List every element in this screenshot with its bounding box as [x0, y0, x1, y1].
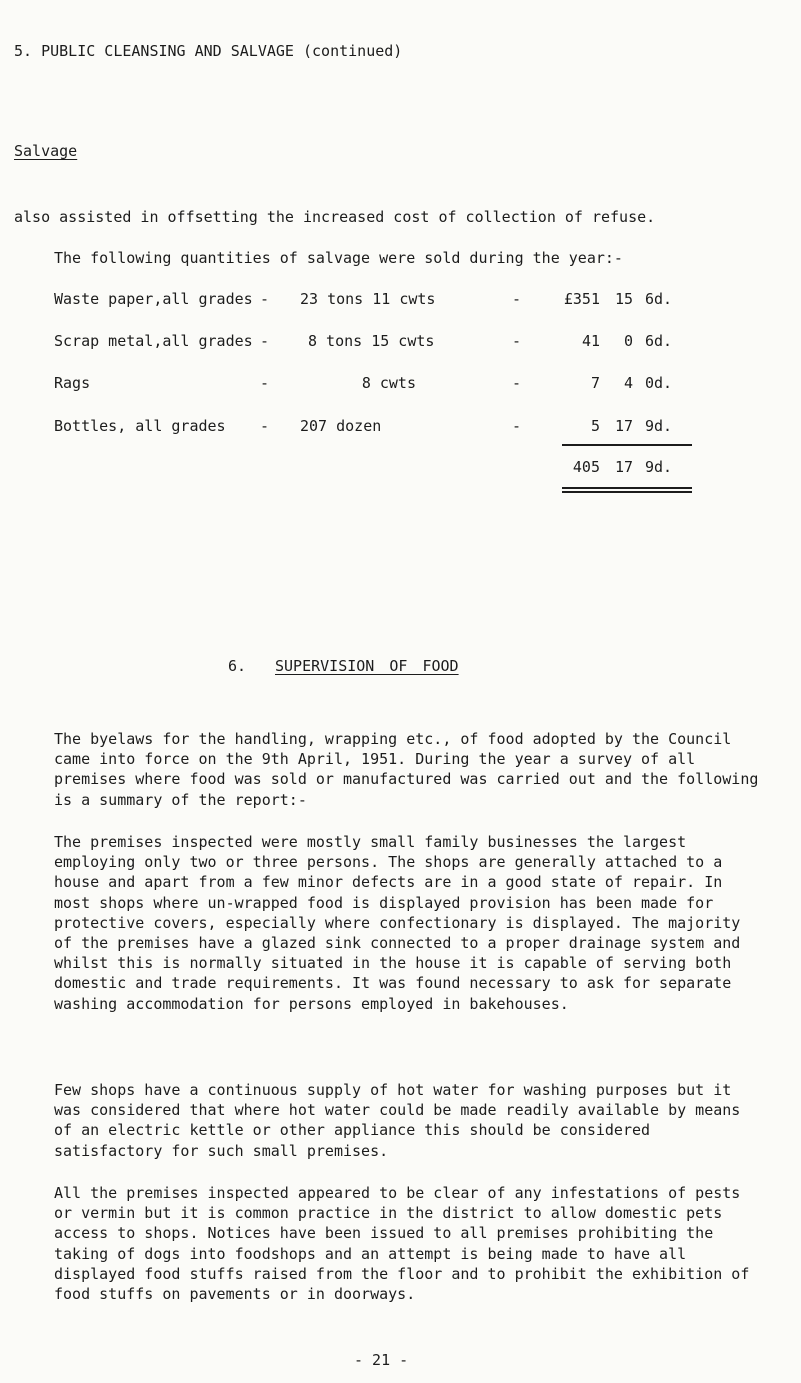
- section6-title: SUPERVISION OF FOOD: [275, 657, 459, 675]
- item-pence: 9d.: [645, 417, 673, 435]
- total-shillings: 17: [614, 458, 633, 476]
- total-double-rule: [562, 487, 692, 489]
- total-double-rule: [562, 491, 692, 493]
- paragraph-pests: All the premises inspected appeared to be clear of any infestations of pests or vermin but it is common practice in the district to allow domestic pets access to shops. Notices have been issued to all premises prohibiting the taking of dogs into foodshops and an attempt is being made to have all displayed food stuffs raised from the floor and to prohibit the exhibition of food stuffs on pavements or in doorways.: [54, 1184, 750, 1304]
- item-dash: -: [512, 374, 522, 392]
- paragraph-hot-water: Few shops have a continuous supply of hot water for washing purposes but it was considered that where hot water could be made readily available by means of an electric kettle or other appliance this should be considered satisfactory for such small premises.: [54, 1081, 741, 1160]
- item-dash: -: [512, 417, 522, 435]
- paragraph-byelaws: The byelaws for the handling, wrapping etc., of food adopted by the Council came into force on the 9th April, 1951. During the year a survey of all premises where food was sold or manufactured was carried out and the following is a summary of the report:-: [54, 730, 759, 809]
- item-shillings: 15: [614, 290, 633, 308]
- item-quantity: 8 tons 15 cwts: [308, 332, 435, 350]
- item-pence: 6d.: [645, 290, 673, 308]
- item-dash: -: [260, 374, 270, 392]
- item-name: Waste paper,all grades: [54, 290, 253, 308]
- item-dash: -: [512, 332, 522, 350]
- page-number: - 21 -: [354, 1351, 409, 1369]
- item-quantity: 23 tons 11 cwts: [300, 290, 436, 308]
- item-dash: -: [512, 290, 522, 308]
- item-shillings: 4: [623, 374, 633, 392]
- item-shillings: 0: [623, 332, 633, 350]
- item-shillings: 17: [614, 417, 633, 435]
- item-pounds: 7: [590, 374, 600, 392]
- item-quantity: 207 dozen: [300, 417, 382, 435]
- quantities-intro: The following quantities of salvage were sold during the year:-: [54, 249, 623, 267]
- item-pounds: 5: [590, 417, 600, 435]
- item-pence: 6d.: [645, 332, 673, 350]
- item-pounds: £351: [563, 290, 600, 308]
- item-quantity: 8 cwts: [361, 374, 416, 392]
- total-pence: 9d.: [645, 458, 673, 476]
- item-pounds: 41: [581, 332, 600, 350]
- total-pounds: 405: [572, 458, 600, 476]
- item-dash: -: [260, 332, 270, 350]
- salvage-subheading: Salvage: [14, 142, 78, 160]
- total-rule-top: [562, 444, 692, 446]
- item-name: Scrap metal,all grades: [54, 332, 253, 350]
- intro-line: also assisted in offsetting the increased cost of collection of refuse.: [14, 208, 656, 226]
- item-dash: -: [260, 417, 270, 435]
- item-dash: -: [260, 290, 270, 308]
- section-heading: 5. PUBLIC CLEANSING AND SALVAGE (continued): [14, 42, 403, 60]
- paragraph-premises: The premises inspected were mostly small family businesses the largest employing only two or three persons. The shops are generally attached to a house and apart from a few minor defects are in a good state of repair. In most shops where un-wrapped food is displayed provision has been made for protective covers, especially where confectionary is displayed. The majority of the premises have a glazed sink connected to a proper drainage system and whilst this is normally situated in the house it is capable of serving both domestic and trade requirements. It was found necessary to ask for separate washing accommodation for persons employed in bakehouses.: [54, 833, 741, 1013]
- item-name: Rags: [54, 374, 91, 392]
- section6-number: 6.: [228, 657, 247, 675]
- item-name: Bottles, all grades: [54, 417, 226, 435]
- item-pence: 0d.: [645, 374, 673, 392]
